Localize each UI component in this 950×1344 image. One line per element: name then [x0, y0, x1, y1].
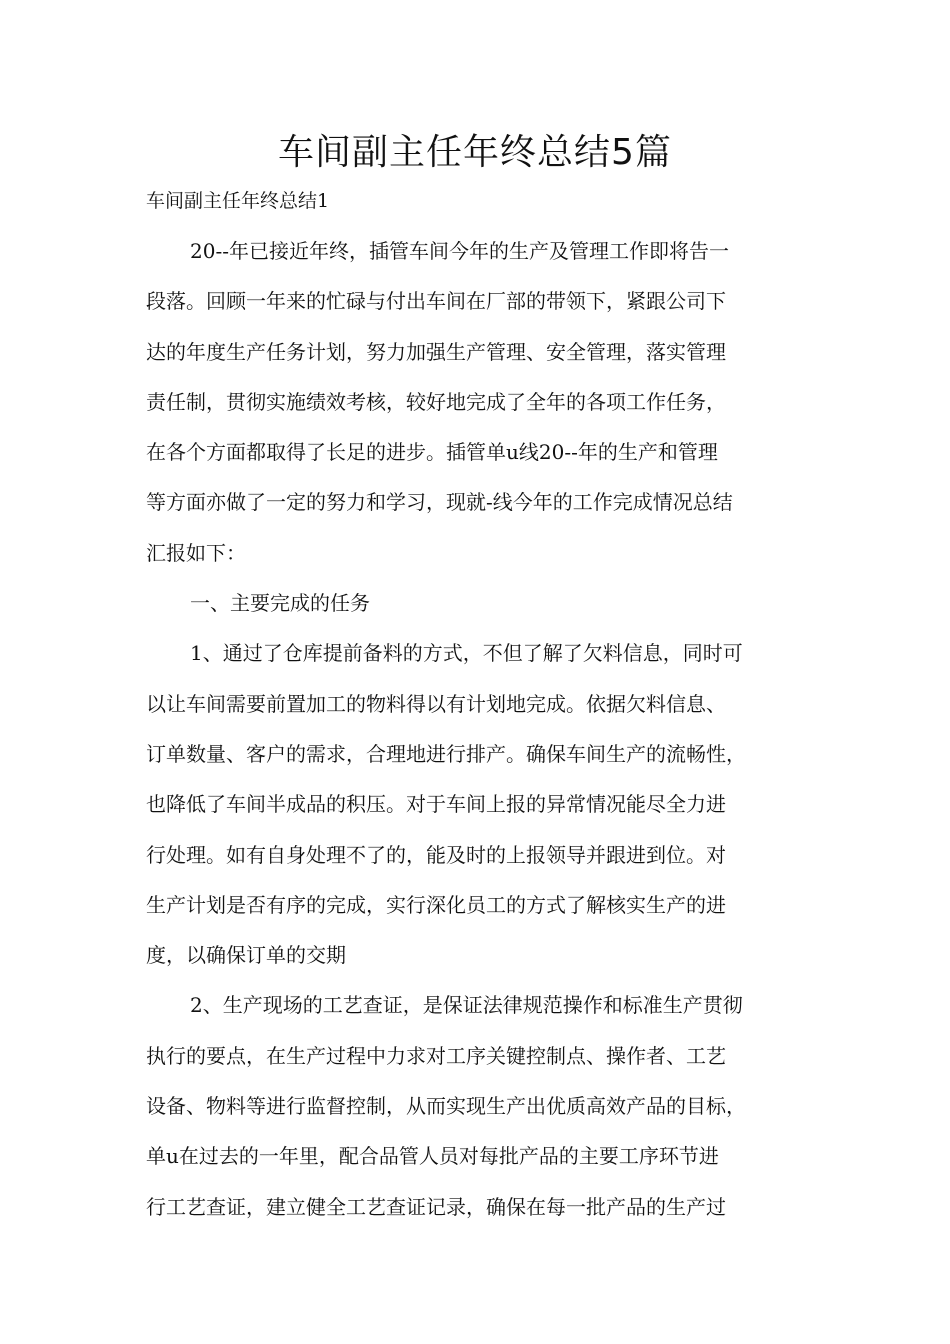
section-subtitle: 车间副主任年终总结1: [146, 190, 330, 212]
text-line: 行处理。如有自身处理不了的，能及时的上报领导并跟进到位。对: [146, 842, 726, 867]
text-line: 生产计划是否有序的完成，实行深化员工的方式了解核实生产的进: [146, 892, 726, 917]
text-line: 1、通过了仓库提前备料的方式，不但了解了欠料信息，同时可: [190, 641, 743, 666]
text-line: 达的年度生产任务计划，努力加强生产管理、安全管理，落实管理: [146, 339, 726, 364]
text-line: 度，以确保订单的交期: [146, 943, 346, 968]
text-line: 设备、物料等进行监督控制，从而实现生产出优质高效产品的目标，: [146, 1094, 746, 1119]
text-line: 20--年已接近年终，插管车间今年的生产及管理工作即将告一: [190, 239, 729, 263]
text-line: 2、生产现场的工艺查证，是保证法律规范操作和标准生产贯彻: [190, 993, 743, 1018]
text-line: 也降低了车间半成品的积压。对于车间上报的异常情况能尽全力进: [146, 792, 726, 817]
document-title: 车间副主任年终总结5篇: [278, 132, 672, 173]
text-line: 单u在过去的一年里，配合品管人员对每批产品的主要工序环节进: [146, 1144, 719, 1169]
text-line: 段落。回顾一年来的忙碌与付出车间在厂部的带领下，紧跟公司下: [146, 289, 726, 314]
text-line: 在各个方面都取得了长足的进步。插管单u线20--年的生产和管理: [146, 440, 718, 465]
document-body: [146, 236, 822, 1242]
text-line: 执行的要点，在生产过程中力求对工序关键控制点、操作者、工艺: [146, 1043, 726, 1068]
text-line: 等方面亦做了一定的努力和学习，现就-线今年的工作完成情况总结: [146, 490, 733, 515]
text-line: 行工艺查证，建立健全工艺查证记录，确保在每一批产品的生产过: [146, 1194, 726, 1219]
text-line: 一、主要完成的任务: [190, 591, 370, 616]
text-line: 以让车间需要前置加工的物料得以有计划地完成。依据欠料信息、: [146, 691, 726, 716]
text-line: 汇报如下：: [146, 540, 246, 565]
text-line: 责任制，贯彻实施绩效考核，较好地完成了全年的各项工作任务，: [146, 389, 726, 414]
text-line: 订单数量、客户的需求，合理地进行排产。确保车间生产的流畅性，: [146, 741, 746, 766]
